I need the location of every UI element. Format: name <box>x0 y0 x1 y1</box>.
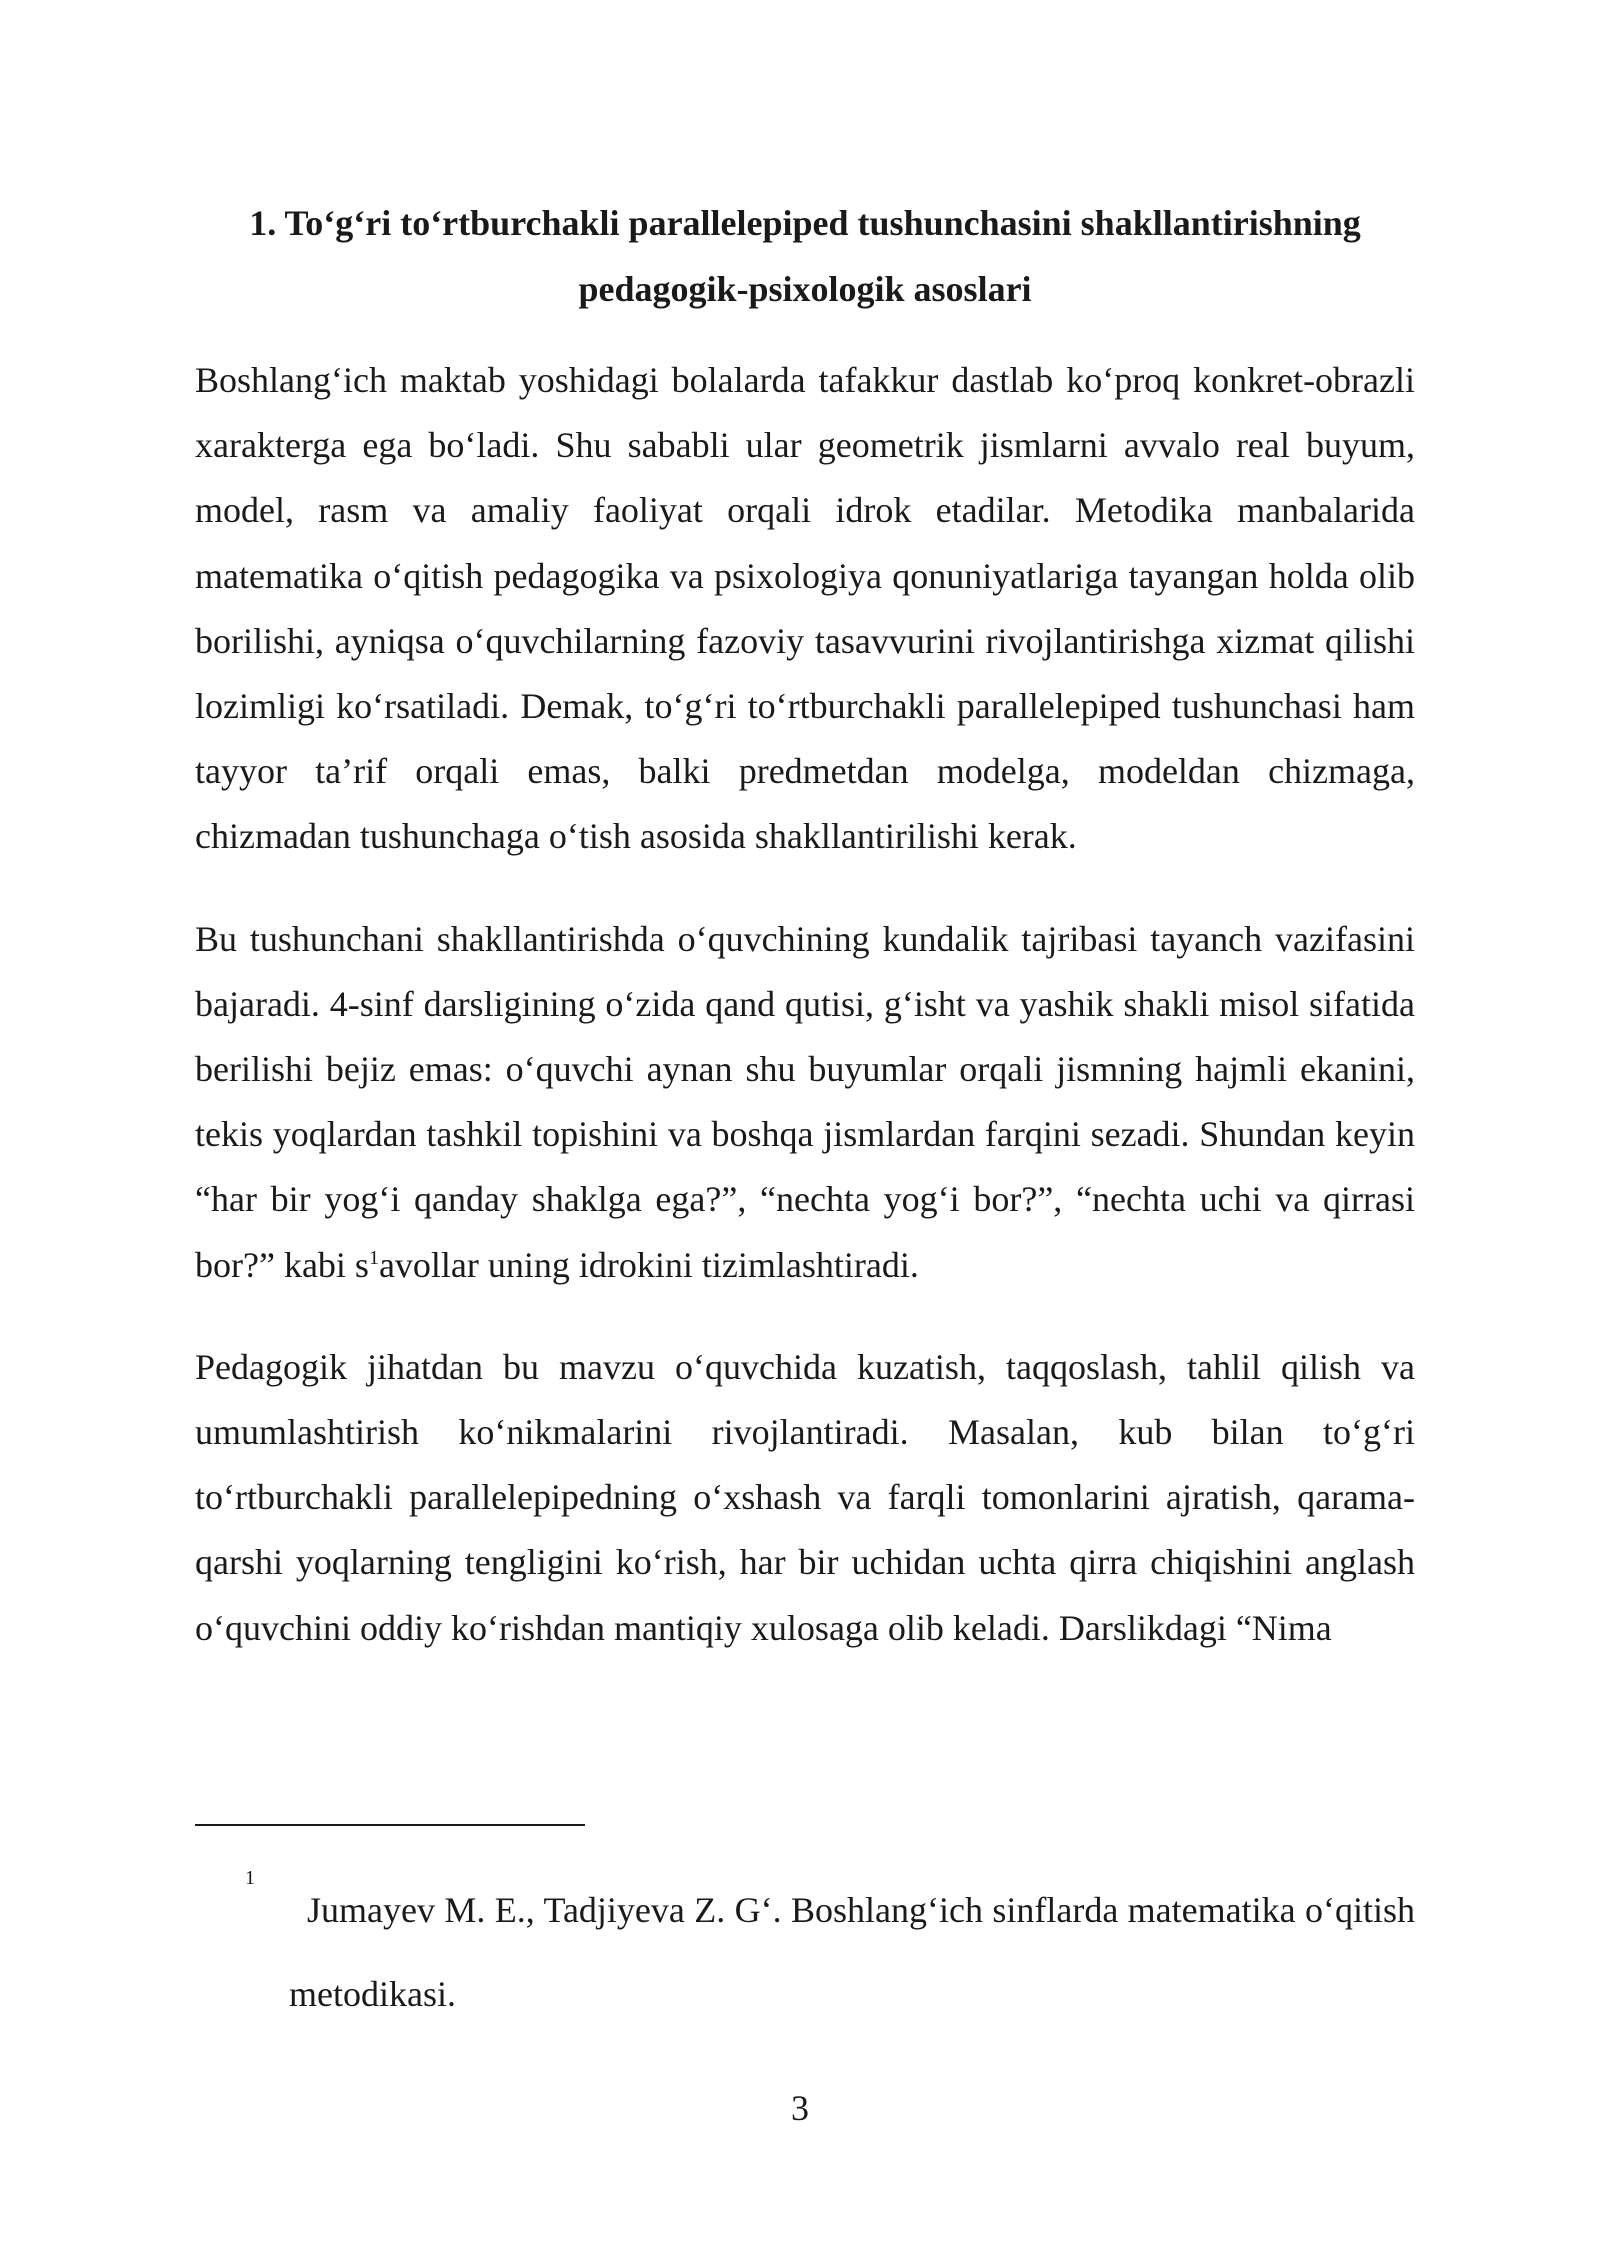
footnote-mark: 1 <box>245 1867 255 1889</box>
footnote-reference: 1 <box>368 1246 379 1269</box>
section-heading <box>195 190 1415 322</box>
heading-line-1: 1. To‘g‘ri to‘rtburchakli parallelepiped tushunchasini shakllantirishning <box>249 203 1361 243</box>
footnote-text: Jumayev M. E., Tadjiyeva Z. G‘. Boshlang‘ich sinflarda matematika o‘qitish metodikasi. <box>289 1890 1415 2014</box>
paragraph-3: Pedagogik jihatdan bu mavzu o‘quvchida kuzatish, taqqoslash, tahlil qilish va umumlashtirish ko‘nikmalarini rivojlantiradi. Masalan, kub bilan to‘g‘ri to‘rtburchakli parallelepipedning o‘xshash va farqli tomonlarini ajratish, qarama-qarshi yoqlarning tengligini ko‘rish, har bir uchidan uchta qirra chiqishini anglash o‘quvchini oddiy ko‘rishdan mantiqiy xulosaga olib keladi. Darslikdagi “Nima <box>195 1346 1415 1648</box>
document-body <box>195 190 1415 1698</box>
paragraph-1: Boshlang‘ich maktab yoshidagi bolalarda tafakkur dastlab ko‘proq konkret-obrazli xarakterga ega bo‘ladi. Shu sababli ular geometrik jismlarni avvalo real buyum, model, rasm va amaliy faoliyat orqali idrok etadilar. Metodika manbalarida matematika o‘qitish pedagogika va psixologiya qonuniyatlariga tayangan holda olib borilishi, ayniqsa o‘quvchilarning fazoviy tasavvurini rivojlantirishga xizmat qilishi lozimligi ko‘rsatiladi. Demak, to‘g‘ri to‘rtburchakli parallelepiped tushunchasi ham tayyor ta’rif orqali emas, balki predmetdan modelga, modeldan chizmaga, chizmadan tushunchaga o‘tish asosida shakllantirilishi kerak. <box>195 360 1415 857</box>
footnote <box>195 1868 1415 2036</box>
heading-line-2: pedagogik-psixologik asoslari <box>578 269 1032 309</box>
page-number: 3 <box>791 2088 809 2128</box>
paragraph-2 <box>195 907 1415 1298</box>
footnote-separator <box>195 1824 585 1826</box>
paragraph-2-text-before: Bu tushunchani shakllantirishda o‘quvchining kundalik tajribasi tayanch vazifasini bajaradi. 4-sinf darsligining o‘zida qand qutisi, g‘isht va yashik shakli misol sifatida berilishi bejiz emas: o‘quvchi aynan shu buyumlar orqali jismning hajmli ekanini, tekis yoqlardan tashkil topishini va boshqa jismlardan farqini sezadi. Shundan keyin “har bir yog‘i qanday shaklga ega?”, “nechta yog‘i bor?”, “nechta uchi va qirrasi bor?” kabi s <box>195 918 1415 1285</box>
paragraph-2-text-after: avollar uning idrokini tizimlashtiradi. <box>378 1244 919 1285</box>
